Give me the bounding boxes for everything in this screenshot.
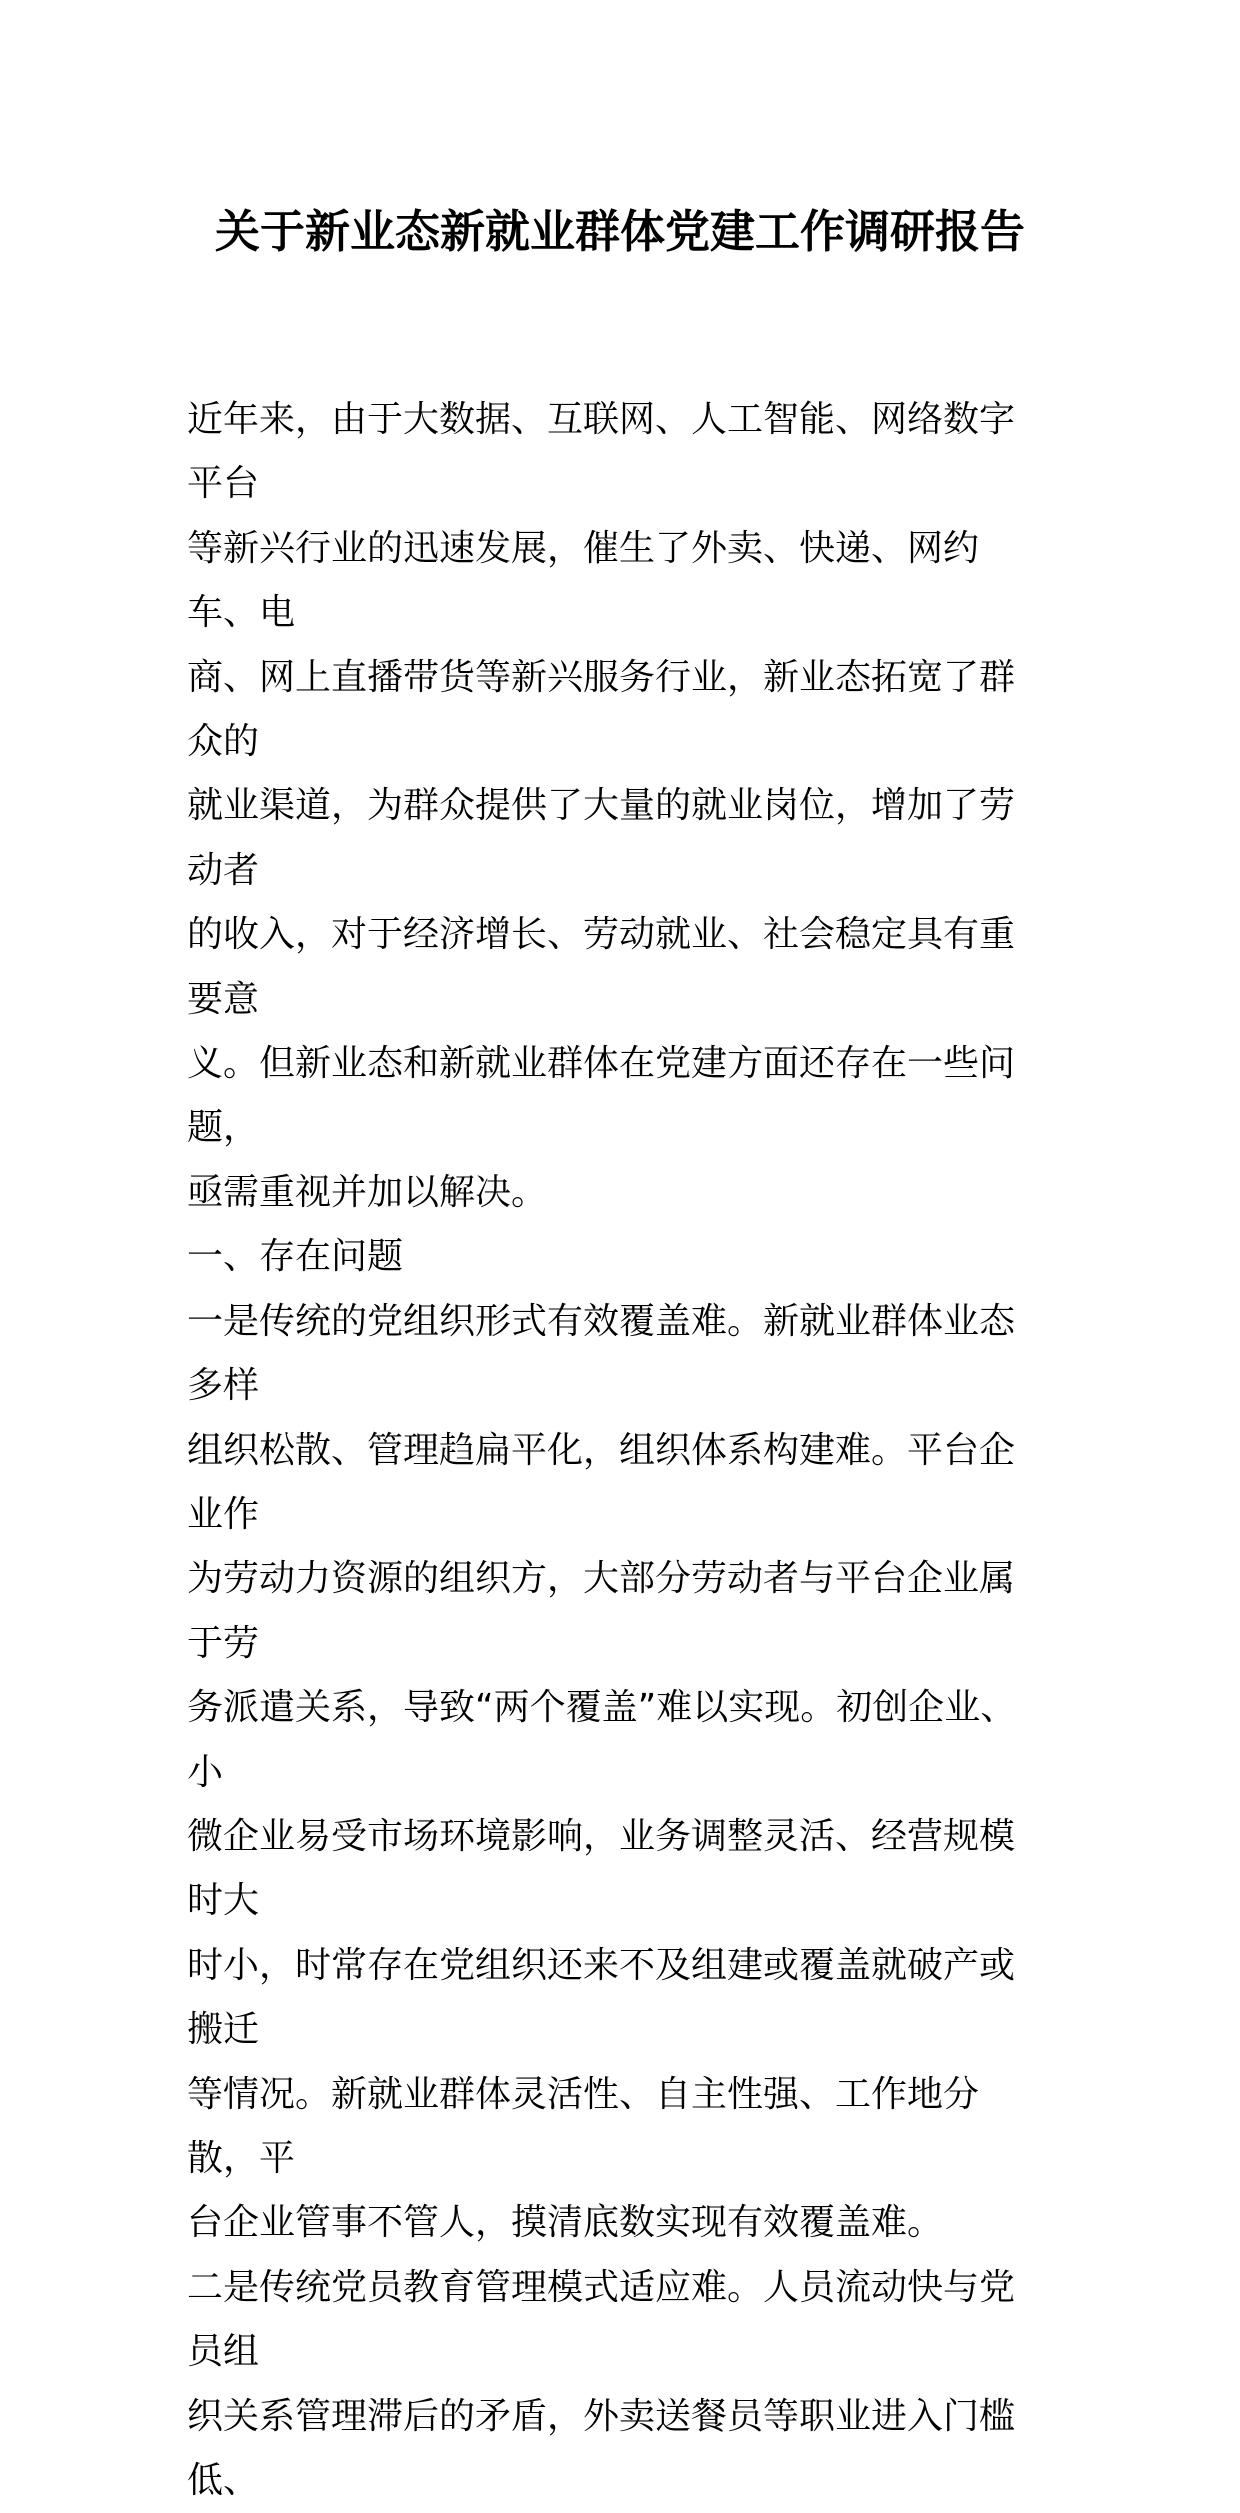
problem-2-paragraph: 二是传统党员教育管理模式适应难。人员流动快与党员组 织关系管理滞后的矛盾，外卖送餐员等职业进入门槛低、: [187, 2266, 1016, 2501]
intro-paragraph: 近年来，由于大数据、互联网、人工智能、网络数字平台 等新兴行业的迅速发展，催生了外卖、快递、网约车、电 商、网上直播带货等新兴服务行业，新业态拓宽了群众的 就业渠道，为群众提供了大量的就业岗位，增加了劳动者 的收入，对于经济增长、劳动就业、社会稳定具有重要意 义。但新业态和新就业群体在党建方面还存在一些问题， 亟需重视并加以解决。: [187, 399, 1016, 1213]
document-title: 关于新业态新就业群体党建工作调研报告: [214, 205, 1025, 258]
document-body: [187, 388, 1049, 2513]
section-heading-problems: 一、存在问题: [187, 1236, 404, 1278]
problem-1-paragraph: 一是传统的党组织形式有效覆盖难。新就业群体业态多样 组织松散、管理趋扁平化，组织体系构建难。平台企业作 为劳动力资源的组织方，大部分劳动者与平台企业属于劳 务派遣关系，导致“两个覆盖”难以实现。初创企业、小 微企业易受市场环境影响，业务调整灵活、经营规模时大 时小，时常存在党组织还来不及组建或覆盖就破产或搬迁 等情况。新就业群体灵活性、自主性强、工作地分散，平 台企业管事不管人，摸清底数实现有效覆盖难。: [187, 1300, 1017, 2244]
